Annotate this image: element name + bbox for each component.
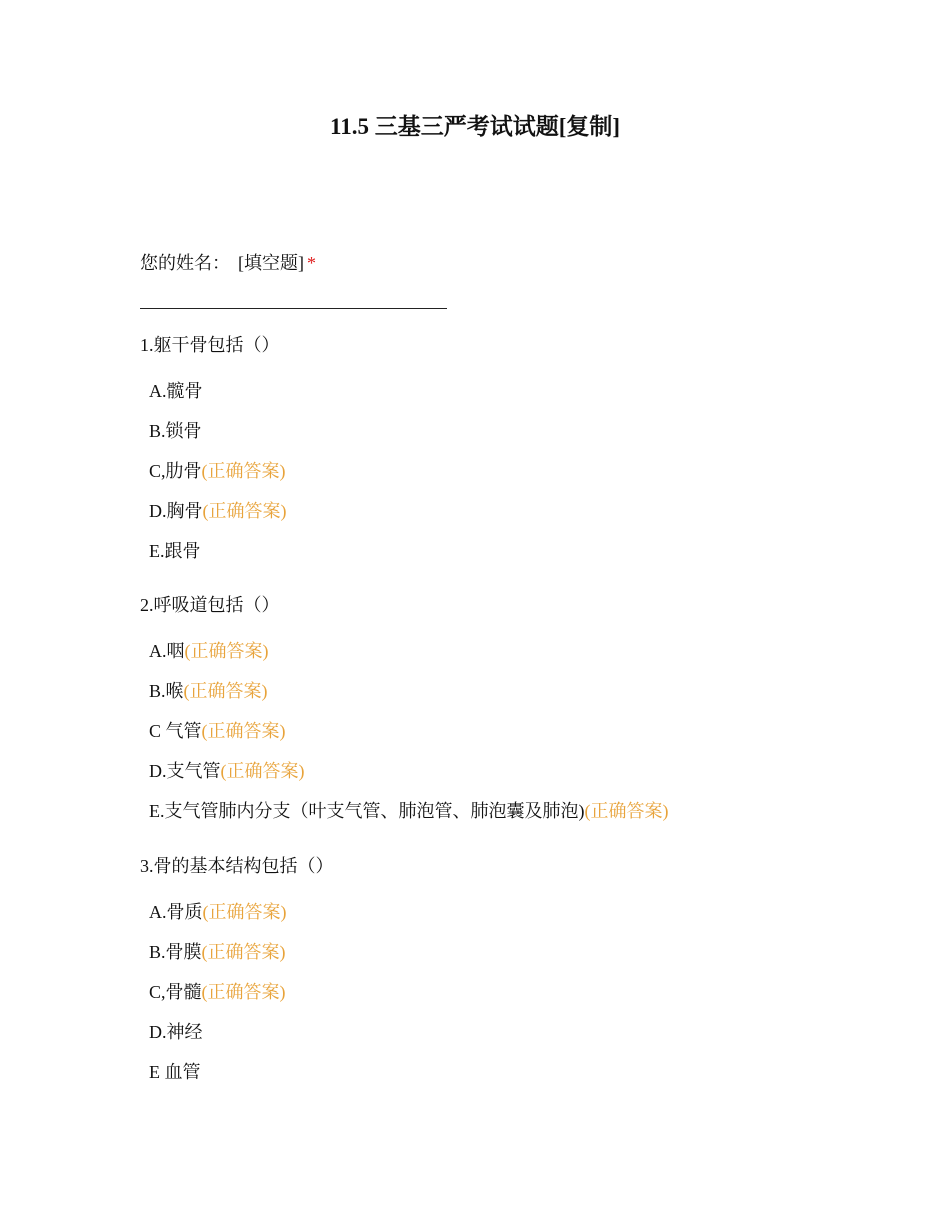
- question-2-option-d: [149, 757, 305, 785]
- option-text: D.支气管: [149, 761, 221, 781]
- option-text: D.胸骨: [149, 501, 203, 521]
- correct-answer-marker: (正确答案): [220, 761, 305, 781]
- question-3-option-d: [149, 1018, 203, 1046]
- correct-answer-marker: (正确答案): [183, 681, 268, 701]
- question-3-title: 3.骨的基本结构包括（）: [140, 856, 334, 876]
- correct-answer-marker: (正确答案): [201, 942, 286, 962]
- correct-answer-marker: (正确答案): [584, 801, 669, 821]
- question-2-title: 2.呼吸道包括（）: [140, 595, 280, 615]
- option-text: C,肋骨: [149, 461, 202, 481]
- correct-answer-marker: (正确答案): [201, 982, 286, 1002]
- option-text: E 血管: [149, 1062, 201, 1082]
- question-2-option-b: [149, 677, 268, 705]
- correct-answer-marker: (正确答案): [184, 641, 269, 661]
- option-text: B.锁骨: [149, 421, 202, 441]
- option-text: A.骨质: [149, 902, 203, 922]
- question-1-option-e: [149, 537, 201, 565]
- question-2-option-c: [149, 717, 286, 745]
- option-text: D.神经: [149, 1022, 203, 1042]
- correct-answer-marker: (正确答案): [202, 501, 287, 521]
- question-type-tag: [填空题]: [238, 253, 304, 273]
- question-3-option-c: [149, 978, 286, 1006]
- option-text: B.喉: [149, 681, 184, 701]
- name-question: [140, 249, 316, 277]
- question-1-option-d: [149, 497, 287, 525]
- option-text: C,骨髓: [149, 982, 202, 1002]
- question-1-option-b: [149, 417, 202, 445]
- option-text: E.跟骨: [149, 541, 201, 561]
- question-2-option-e: [149, 797, 669, 825]
- option-text: C 气管: [149, 721, 202, 741]
- name-answer-line[interactable]: [140, 308, 447, 309]
- option-text: A.髋骨: [149, 381, 203, 401]
- question-3-option-b: [149, 938, 286, 966]
- required-mark: *: [307, 253, 316, 273]
- option-text: B.骨膜: [149, 942, 202, 962]
- option-text: E.支气管肺内分支（叶支气管、肺泡管、肺泡囊及肺泡): [149, 801, 585, 821]
- correct-answer-marker: (正确答案): [201, 461, 286, 481]
- option-text: A.咽: [149, 641, 185, 661]
- question-1-option-c: [149, 457, 286, 485]
- correct-answer-marker: (正确答案): [201, 721, 286, 741]
- question-3-option-a: [149, 898, 287, 926]
- correct-answer-marker: (正确答案): [202, 902, 287, 922]
- question-3-option-e: [149, 1058, 201, 1086]
- question-2-option-a: [149, 637, 269, 665]
- name-label: 您的姓名：: [140, 253, 230, 273]
- page-title: 11.5 三基三严考试试题[复制]: [329, 114, 621, 139]
- question-1-title: 1.躯干骨包括（）: [140, 335, 280, 355]
- question-1-option-a: [149, 377, 203, 405]
